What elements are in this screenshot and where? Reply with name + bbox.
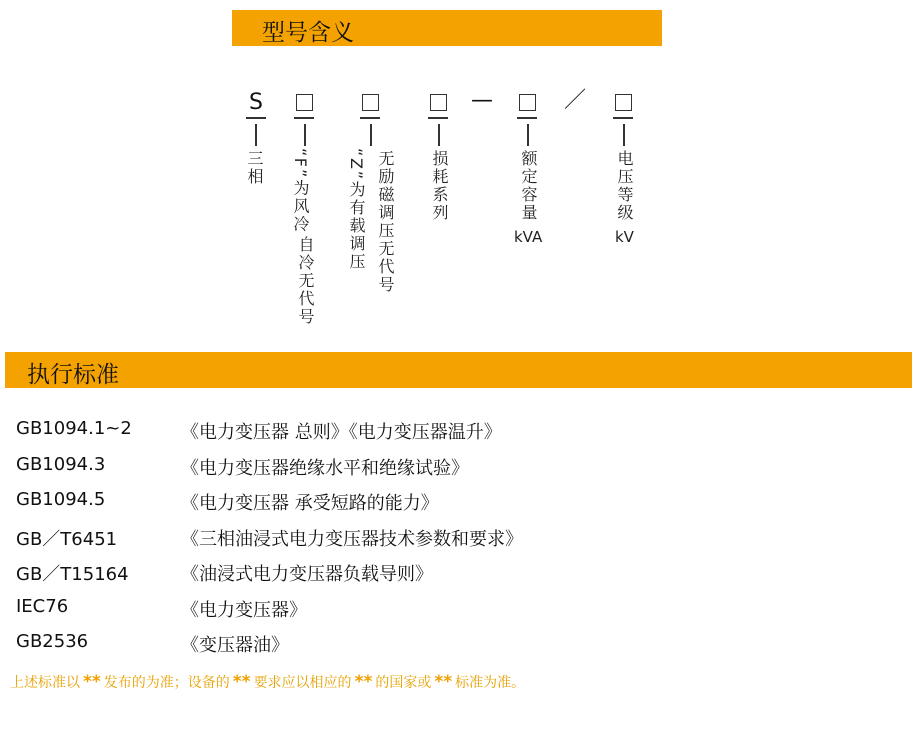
standards-title: 执行标准 — [27, 362, 119, 388]
standard-title: 《三相油浸式电力变压器技术参数和要求》 — [181, 529, 523, 550]
connector-voltage — [623, 124, 625, 146]
standard-code: GB2536 — [16, 631, 89, 652]
underline-regulation — [360, 117, 380, 119]
desc-phase: 三相 — [245, 150, 264, 186]
standard-title: 《油浸式电力变压器负载导则》 — [181, 564, 433, 585]
model-letter-s: S — [249, 90, 263, 115]
standard-code: IEC76 — [16, 596, 69, 617]
underline-loss — [428, 117, 448, 119]
desc-voltage: 电压等级 — [615, 150, 634, 222]
footnote-mark: ** — [354, 672, 373, 692]
code-box-cooling — [296, 94, 313, 111]
code-box-capacity — [519, 94, 536, 111]
footnote-text-2: 发布的为准；设备的 — [103, 675, 230, 691]
desc-capacity: 额定容量 — [519, 150, 538, 222]
standard-code: GB1094.1~2 — [16, 418, 132, 439]
model-dash: — — [471, 88, 493, 113]
standard-title: 《电力变压器》 — [181, 600, 307, 621]
footnote-mark: ** — [232, 672, 251, 692]
desc-voltage-unit: kV — [615, 228, 634, 246]
connector-s — [255, 124, 257, 146]
underline-voltage — [613, 117, 633, 119]
connector-loss — [438, 124, 440, 146]
footnote-text-1: 上述标准以 — [10, 675, 80, 691]
footnote-text-5: 标准为准。 — [455, 675, 526, 691]
standard-code: GB1094.3 — [16, 454, 106, 475]
code-box-voltage — [615, 94, 632, 111]
model-slash: ／ — [564, 88, 587, 113]
underline-s — [246, 117, 266, 119]
standard-title: 《变压器油》 — [181, 635, 289, 656]
standard-title: 《电力变压器绝缘水平和绝缘试验》 — [181, 458, 469, 479]
standard-code: GB1094.5 — [16, 489, 106, 510]
desc-cooling-2: 自冷无代号 — [296, 236, 315, 326]
connector-regulation — [370, 124, 372, 146]
desc-capacity-unit: kVA — [514, 228, 543, 246]
desc-regulation-2: 无励磁调压无代号 — [376, 150, 395, 294]
footnote-mark: ** — [83, 672, 101, 692]
desc-cooling-1: “F”为风冷 — [291, 148, 310, 234]
footnote — [10, 672, 525, 692]
connector-cooling — [304, 124, 306, 146]
standard-code: GB／T6451 — [16, 529, 118, 550]
standards-header — [5, 352, 912, 388]
code-box-loss — [430, 94, 447, 111]
model-meaning-header — [232, 10, 662, 46]
model-meaning-title: 型号含义 — [262, 20, 354, 46]
underline-cooling — [294, 117, 314, 119]
standard-code: GB／T15164 — [16, 564, 129, 585]
desc-loss: 损耗系列 — [430, 150, 449, 222]
code-box-regulation — [362, 94, 379, 111]
footnote-mark: ** — [434, 672, 453, 692]
standard-title: 《电力变压器 总则》《电力变压器温升》 — [181, 422, 502, 443]
footnote-text-3: 要求应以相应的 — [253, 675, 352, 691]
connector-capacity — [527, 124, 529, 146]
underline-capacity — [517, 117, 537, 119]
desc-regulation-1: “Z”为有载调压 — [347, 148, 366, 271]
standard-title: 《电力变压器 承受短路的能力》 — [181, 493, 439, 514]
footnote-text-4: 的国家或 — [375, 675, 432, 691]
